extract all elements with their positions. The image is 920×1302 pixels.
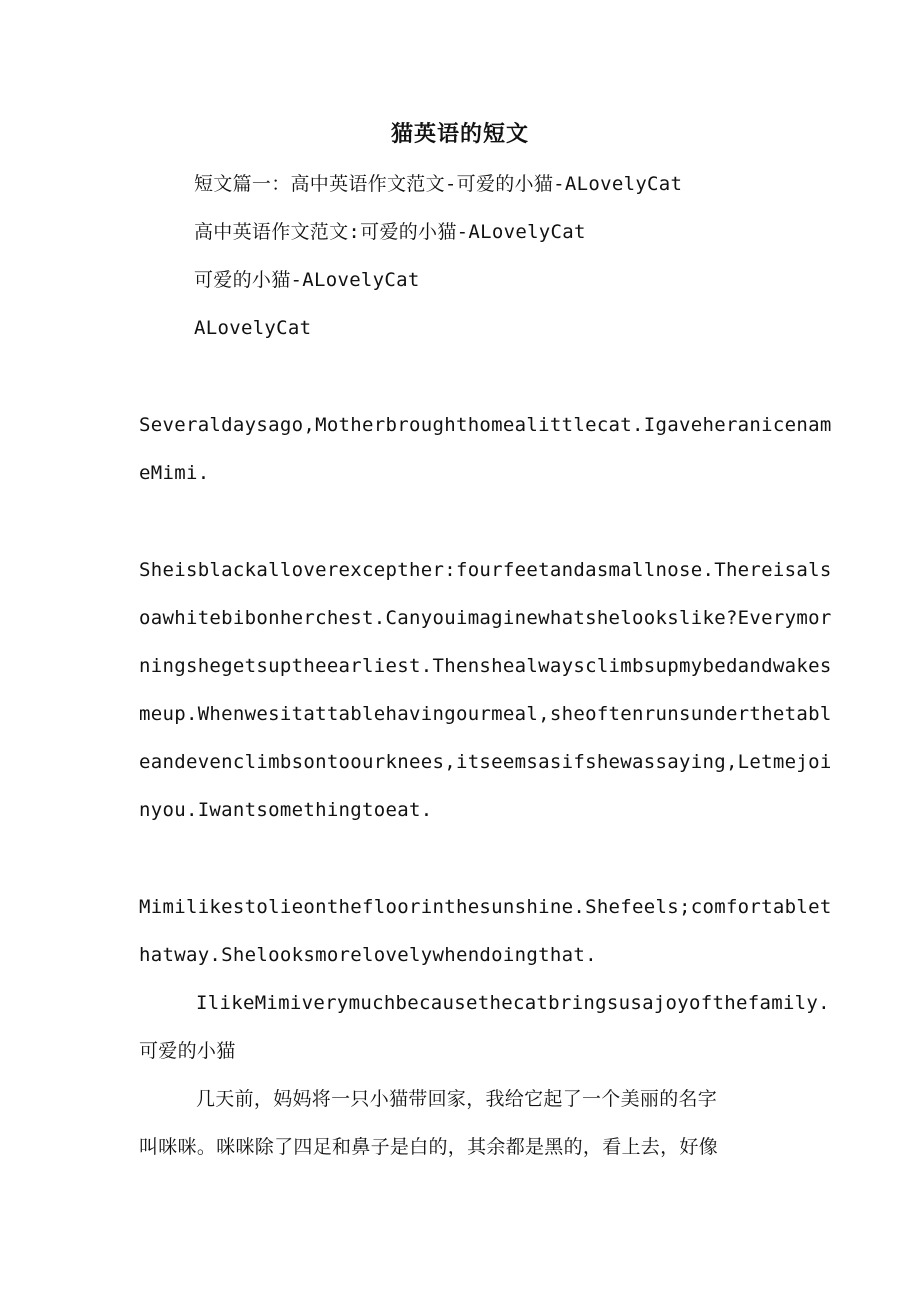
section-heading: 可爱的小猫 [139, 1040, 236, 1062]
paragraph-line: meup.Whenwesitattablehavingourmeal,sheoftenrunsunderthetabl [139, 703, 832, 725]
paragraph-line: Sheisblackalloverexcepther:fourfeetandasmallnose.Thereisals [139, 559, 832, 581]
header-line: 短文篇一：高中英语作文范文-可爱的小猫-ALovelyCat [194, 173, 683, 195]
paragraph-line: ningshegetsuptheearliest.Thenshealwaysclimbsupmybedandwakes [139, 655, 832, 677]
paragraph-line: eMimi. [139, 462, 210, 484]
paragraph-line: 叫咪咪。咪咪除了四足和鼻子是白的，其余都是黑的，看上去，好像 [139, 1136, 719, 1158]
header-line: 可爱的小猫-ALovelyCat [194, 269, 420, 291]
header-line: 高中英语作文范文:可爱的小猫-ALovelyCat [194, 221, 586, 243]
paragraph-line: hatway.Shelooksmorelovelywhendoingthat. [139, 944, 597, 966]
paragraph-line: IlikeMimiverymuchbecausethecatbringsusajoyofthefamily. [196, 992, 830, 1014]
document-title: 猫英语的短文 [390, 121, 529, 147]
paragraph-line: 几天前，妈妈将一只小猫带回家，我给它起了一个美丽的名字 [196, 1088, 718, 1110]
paragraph-line: Mimilikestolieonthefloorinthesunshine.Shefeels;comfortablet [139, 896, 832, 918]
paragraph-line: oawhitebibonherchest.Canyouimaginewhatshelookslike?Everymor [139, 607, 832, 629]
paragraph-line: Severaldaysago,Motherbroughthomealittlecat.Igaveheranicenam [139, 414, 832, 436]
header-line: ALovelyCat [194, 317, 312, 339]
paragraph-line: nyou.Iwantsomethingtoeat. [139, 799, 433, 821]
paragraph-line: eandevenclimbsontoourknees,itseemsasifshewassaying,Letmejoi [139, 751, 832, 773]
